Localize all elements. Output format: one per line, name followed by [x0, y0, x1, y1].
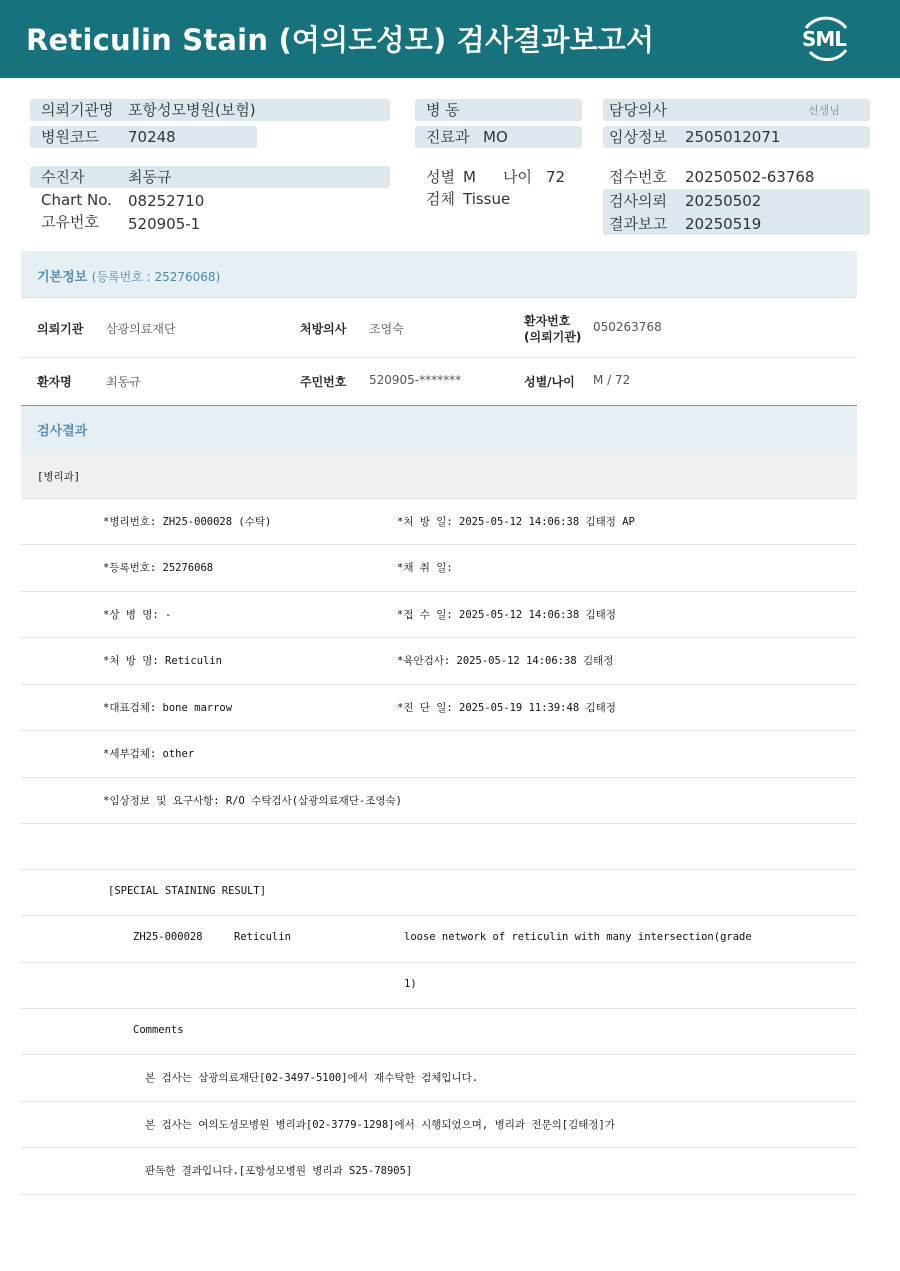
registration-number: (등록번호 : 25276068) [91, 270, 221, 284]
unique-value: 520905-1 [128, 215, 201, 233]
specimen-label: 검체 [426, 190, 455, 208]
prescriber-label: 처방의사 [300, 322, 347, 336]
request-label: 검사의뢰 [609, 192, 667, 210]
dept-tag: [병리과] [37, 471, 81, 483]
main-specimen: *대표검체: bone marrow [103, 702, 233, 714]
gross-exam: *육안검사: 2025-05-12 14:06:38 김태정 [397, 655, 614, 667]
result-row-3 [21, 592, 857, 638]
stain-result: loose network of reticulin with many intersection(grade [404, 931, 752, 943]
doctor-suffix: 선생님 [808, 104, 840, 117]
stain-case-number: ZH25-000028 [133, 931, 203, 943]
result-row-6 [21, 731, 857, 778]
specimen-value: Tissue [463, 190, 511, 208]
report-header [0, 0, 900, 78]
result-row-2 [21, 545, 857, 592]
diagnosis-name: *상 병 명: - [103, 609, 172, 621]
prescriber-value: 조영숙 [369, 322, 404, 336]
receipt-label: 접수번호 [609, 168, 667, 186]
age-value: 72 [546, 168, 566, 186]
result-row-13 [21, 1055, 857, 1102]
basic-info-header [21, 251, 857, 298]
chart-label: Chart No. [41, 191, 112, 209]
patient-value: 최동규 [128, 168, 172, 186]
code-value: 70248 [128, 128, 176, 146]
institution-label: 의뢰기관 [37, 322, 84, 336]
code-label: 병원코드 [41, 128, 99, 146]
sex-value: M [463, 168, 476, 186]
clinical-value: 2505012071 [685, 128, 781, 146]
result-row-8 [21, 824, 857, 870]
sml-logo [796, 12, 856, 66]
receipt-value: 20250502-63768 [685, 168, 815, 186]
result-row-1 [21, 499, 857, 545]
chart-value: 08252710 [128, 192, 205, 210]
clinical-label: 임상정보 [609, 128, 667, 146]
clinical-requirements: *임상정보 및 요구사항: R/O 수탁검사(삼광의료재단-조영숙) [103, 795, 403, 807]
special-staining-heading: [SPECIAL STAINING RESULT] [108, 885, 267, 897]
sub-specimen: *세부검체: other [103, 748, 195, 760]
pathology-number: *병리번호: ZH25-000028 (수탁) [103, 516, 272, 528]
comment-line-3: 판독한 결과입니다.[포항성모병원 병리과 S25-78905] [145, 1165, 413, 1177]
patient-number-label-2: (의뢰기관) [524, 330, 582, 344]
patient-name-value: 최동규 [106, 375, 141, 389]
prescription-date: *처 방 일: 2025-05-12 14:06:38 김태정 AP [397, 516, 635, 528]
dept-label: 진료과 [426, 128, 470, 146]
report-value: 20250519 [685, 215, 762, 233]
institution-value: 삼광의료재단 [106, 322, 176, 336]
prescription-name: *처 방 명: Reticulin [103, 655, 222, 667]
result-row-14 [21, 1102, 857, 1148]
collection-date: *채 취 일: [397, 562, 453, 574]
result-row-12 [21, 1009, 857, 1055]
basic-row-2 [21, 358, 857, 406]
unique-label: 고유번호 [41, 213, 99, 231]
sex-age-value: M / 72 [593, 373, 631, 387]
result-row-9 [21, 870, 857, 916]
report-title: Reticulin Stain (여의도성모) 검사결과보고서 [26, 23, 655, 57]
dept-row [21, 453, 857, 499]
basic-info-label: 기본정보 [37, 270, 88, 285]
result-row-5 [21, 685, 857, 731]
sex-age-label: 성별/나이 [524, 375, 575, 389]
comment-line-1: 본 검사는 삼광의료재단[02-3497-5100]에서 재수탁한 검체입니다. [145, 1072, 479, 1084]
result-title: 검사결과 [37, 424, 88, 439]
hospital-label: 의뢰기관명 [41, 101, 114, 119]
basic-row-1 [21, 298, 857, 358]
hospital-value: 포항성모병원(보험) [128, 101, 256, 119]
stain-name: Reticulin [234, 931, 291, 943]
registration-line: *등록번호: 25276068 [103, 562, 214, 574]
rrn-value: 520905-******* [369, 373, 462, 387]
doctor-label: 담당의사 [609, 101, 667, 119]
report-label: 결과보고 [609, 215, 667, 233]
result-row-7 [21, 778, 857, 824]
sex-label: 성별 [426, 168, 455, 186]
dept-value: MO [483, 128, 508, 146]
rrn-label: 주민번호 [300, 375, 347, 389]
comment-line-2: 본 검사는 여의도성모병원 병리과[02-3779-1298]에서 시행되었으며, 병리과 전문의[김태정]가 [145, 1119, 615, 1131]
request-value: 20250502 [685, 192, 762, 210]
age-label: 나이 [503, 168, 532, 186]
diagnosis-date: *진 단 일: 2025-05-19 11:39:48 김태정 [397, 702, 616, 714]
receipt-date: *접 수 일: 2025-05-12 14:06:38 김태정 [397, 609, 616, 621]
stain-result-cont: 1) [404, 978, 417, 990]
result-row-15 [21, 1148, 857, 1195]
patient-number-value: 050263768 [593, 320, 662, 334]
ward-label: 병 동 [426, 101, 460, 119]
result-row-11 [21, 963, 857, 1009]
patient-name-label: 환자명 [37, 375, 72, 389]
patient-number-label-1: 환자번호 [524, 314, 571, 328]
patient-label: 수진자 [41, 168, 85, 186]
comments-heading: Comments [133, 1024, 184, 1036]
logo-text: SML [802, 27, 847, 51]
result-header [21, 406, 857, 453]
result-row-4 [21, 638, 857, 685]
basic-info-title [37, 266, 220, 285]
result-row-10 [21, 916, 857, 963]
